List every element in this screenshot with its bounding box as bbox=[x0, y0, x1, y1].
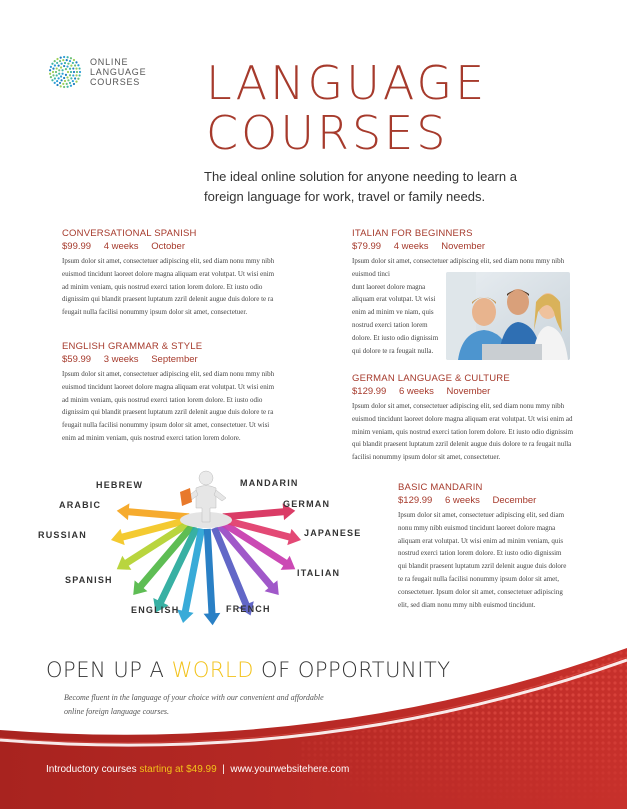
footer-text bbox=[46, 764, 349, 775]
course-duration: 3 weeks bbox=[103, 354, 139, 365]
course-description: Ipsum dolor sit amet, consectetuer adipiscing elit, sed diam nonu mmy nibh euismod tincidunt laoreet dolore magna aliquam erat volutpat. Ut wisi enim ad minim veniam, quis nostrud exerci tation lorem dolore. Et iusto odio dignissim qui blandit praesent luptatum zzril delenit augue duis dolore te ra feugait nulla facilisi nonummy ipsum dolor sit amet, consectetuer. Ut wisi enim ad minim veniam, quis nostrud exerci tation lorem dolore. bbox=[62, 370, 275, 442]
course-duration: 6 weeks bbox=[398, 386, 434, 397]
course-duration: 4 weeks bbox=[393, 241, 429, 252]
course-price: $59.99 bbox=[62, 354, 92, 365]
course-meta bbox=[62, 353, 282, 366]
course-german-culture bbox=[352, 373, 577, 464]
page-title bbox=[206, 58, 487, 158]
title-line: COURSES bbox=[206, 106, 449, 160]
language-arrow-graphic bbox=[30, 468, 390, 628]
lang-label-spanish: SPANISH bbox=[65, 575, 113, 585]
tagline-post: OF OPPORTUNITY bbox=[253, 658, 451, 682]
direction-arrow-icon bbox=[117, 503, 190, 520]
course-english-grammar bbox=[62, 341, 282, 445]
course-price: $99.99 bbox=[62, 241, 92, 252]
family-photo bbox=[446, 272, 570, 360]
page-subtitle: The ideal online solution for anyone needing to learn a foreign language for work, travel or family needs. bbox=[204, 169, 517, 204]
course-duration: 6 weeks bbox=[444, 495, 480, 506]
course-start: September bbox=[151, 354, 198, 365]
lang-label-arabic: ARABIC bbox=[59, 500, 102, 510]
course-meta bbox=[352, 385, 577, 398]
logo-text bbox=[90, 57, 146, 87]
course-description: Ipsum dolor sit amet, consectetuer adipiscing elit, sed diam nonu mmy nibh euismod tincidunt laoreet dolore magna aliquam erat volutpat. Ut wisi enim ad minim veniam, quis nostrud exerci tation lorem dolore. Et iusto odio dignissim qui blandit praesent luptatum zzril delenit augue duis dolore te ra feugait nulla facilisi nonummy ipsum dolor sit amet, consectetuer. Ipsum dolor sit amet, consectetuer adipiscing elit, sed diam nonu mmy nibh euismod tincidunt. bbox=[398, 511, 567, 609]
lang-label-russian: RUSSIAN bbox=[38, 530, 87, 540]
tagline-description: Become fluent in the language of your choice with our convenient and affordable online foreign language courses. bbox=[64, 693, 324, 716]
course-description-top: Ipsum dolor sit amet, consectetuer adipiscing elit, sed diam nonu mmy nibh euismod tinci bbox=[352, 257, 565, 278]
logo-line: LANGUAGE bbox=[90, 67, 147, 77]
course-duration: 4 weeks bbox=[103, 241, 139, 252]
course-price: $79.99 bbox=[352, 241, 382, 252]
lang-label-japanese: JAPANESE bbox=[304, 528, 362, 538]
brand-logo bbox=[48, 55, 146, 89]
course-price: $129.99 bbox=[352, 386, 387, 397]
logo-line: COURSES bbox=[90, 77, 141, 87]
lang-label-german: GERMAN bbox=[283, 499, 331, 509]
course-start: December bbox=[492, 495, 537, 506]
course-conversational-spanish bbox=[62, 228, 282, 319]
footer-price: starting at $49.99 bbox=[139, 764, 217, 775]
tagline-pre: OPEN UP A bbox=[46, 658, 172, 682]
lang-label-italian: ITALIAN bbox=[297, 568, 341, 578]
course-start: November bbox=[446, 386, 491, 397]
course-basic-mandarin bbox=[398, 482, 568, 611]
course-description: dunt laoreet dolore magna aliquam erat volutpat. Ut wisi enim ad minim ve niam, quis nostrud exerci tation lorem dolore. Et iusto odio dignissim qui dolore te ra feugait nulla. bbox=[352, 282, 439, 355]
lang-label-mandarin: MANDARIN bbox=[240, 478, 299, 488]
course-description: Ipsum dolor sit amet, consectetuer adipiscing elit, sed diam nonu mmy nibh euismod tincidunt laoreet dolore magna aliquam erat volutpat. Ut wisi enim ad minim veniam, quis nostrud exerci tation lorem dolore. Et iusto odio dignissim qui blandit praesent luptatum zzril delenit augue duis dolore te ra feugait nulla facilisi nonummy ipsum dolor sit amet, consectetuer. bbox=[62, 257, 275, 317]
lang-label-english: ENGLISH bbox=[131, 605, 180, 615]
course-description: Ipsum dolor sit amet, consectetuer adipiscing elit, sed diam nonu mmy nibh euismod tincidunt laoreet dolore magna aliquam erat volutpat. Ut wisi enim ad minim veniam, quis nostrud exerci tation lorem dolore. Et iusto odio dignissim qui blandit praesent luptatum zzril delenit augue duis dolore te ra feugait nulla facilisi nonummy ipsum dolor sit amet, consectetuer. bbox=[352, 402, 574, 462]
tagline bbox=[46, 658, 451, 682]
course-name: GERMAN LANGUAGE & CULTURE bbox=[352, 373, 510, 384]
footer-pre: Introductory courses bbox=[46, 764, 140, 775]
course-meta bbox=[398, 494, 568, 507]
tagline-highlight: WORLD bbox=[171, 658, 254, 682]
course-meta bbox=[62, 240, 282, 253]
course-meta bbox=[352, 240, 577, 253]
title-line: LANGUAGE bbox=[206, 56, 488, 110]
course-name: BASIC MANDARIN bbox=[398, 482, 483, 493]
course-name: ENGLISH GRAMMAR & STYLE bbox=[62, 341, 203, 352]
logo-line: ONLINE bbox=[90, 57, 129, 67]
course-start: November bbox=[441, 241, 486, 252]
course-price: $129.99 bbox=[398, 495, 433, 506]
lang-label-hebrew: HEBREW bbox=[96, 480, 144, 490]
footer-website[interactable]: | www.yourwebsitehere.com bbox=[216, 764, 350, 775]
globe-dots-icon bbox=[48, 55, 82, 89]
course-name: CONVERSATIONAL SPANISH bbox=[62, 228, 197, 239]
course-name: ITALIAN FOR BEGINNERS bbox=[352, 228, 473, 239]
course-start: October bbox=[151, 241, 185, 252]
lang-label-french: FRENCH bbox=[226, 604, 271, 614]
